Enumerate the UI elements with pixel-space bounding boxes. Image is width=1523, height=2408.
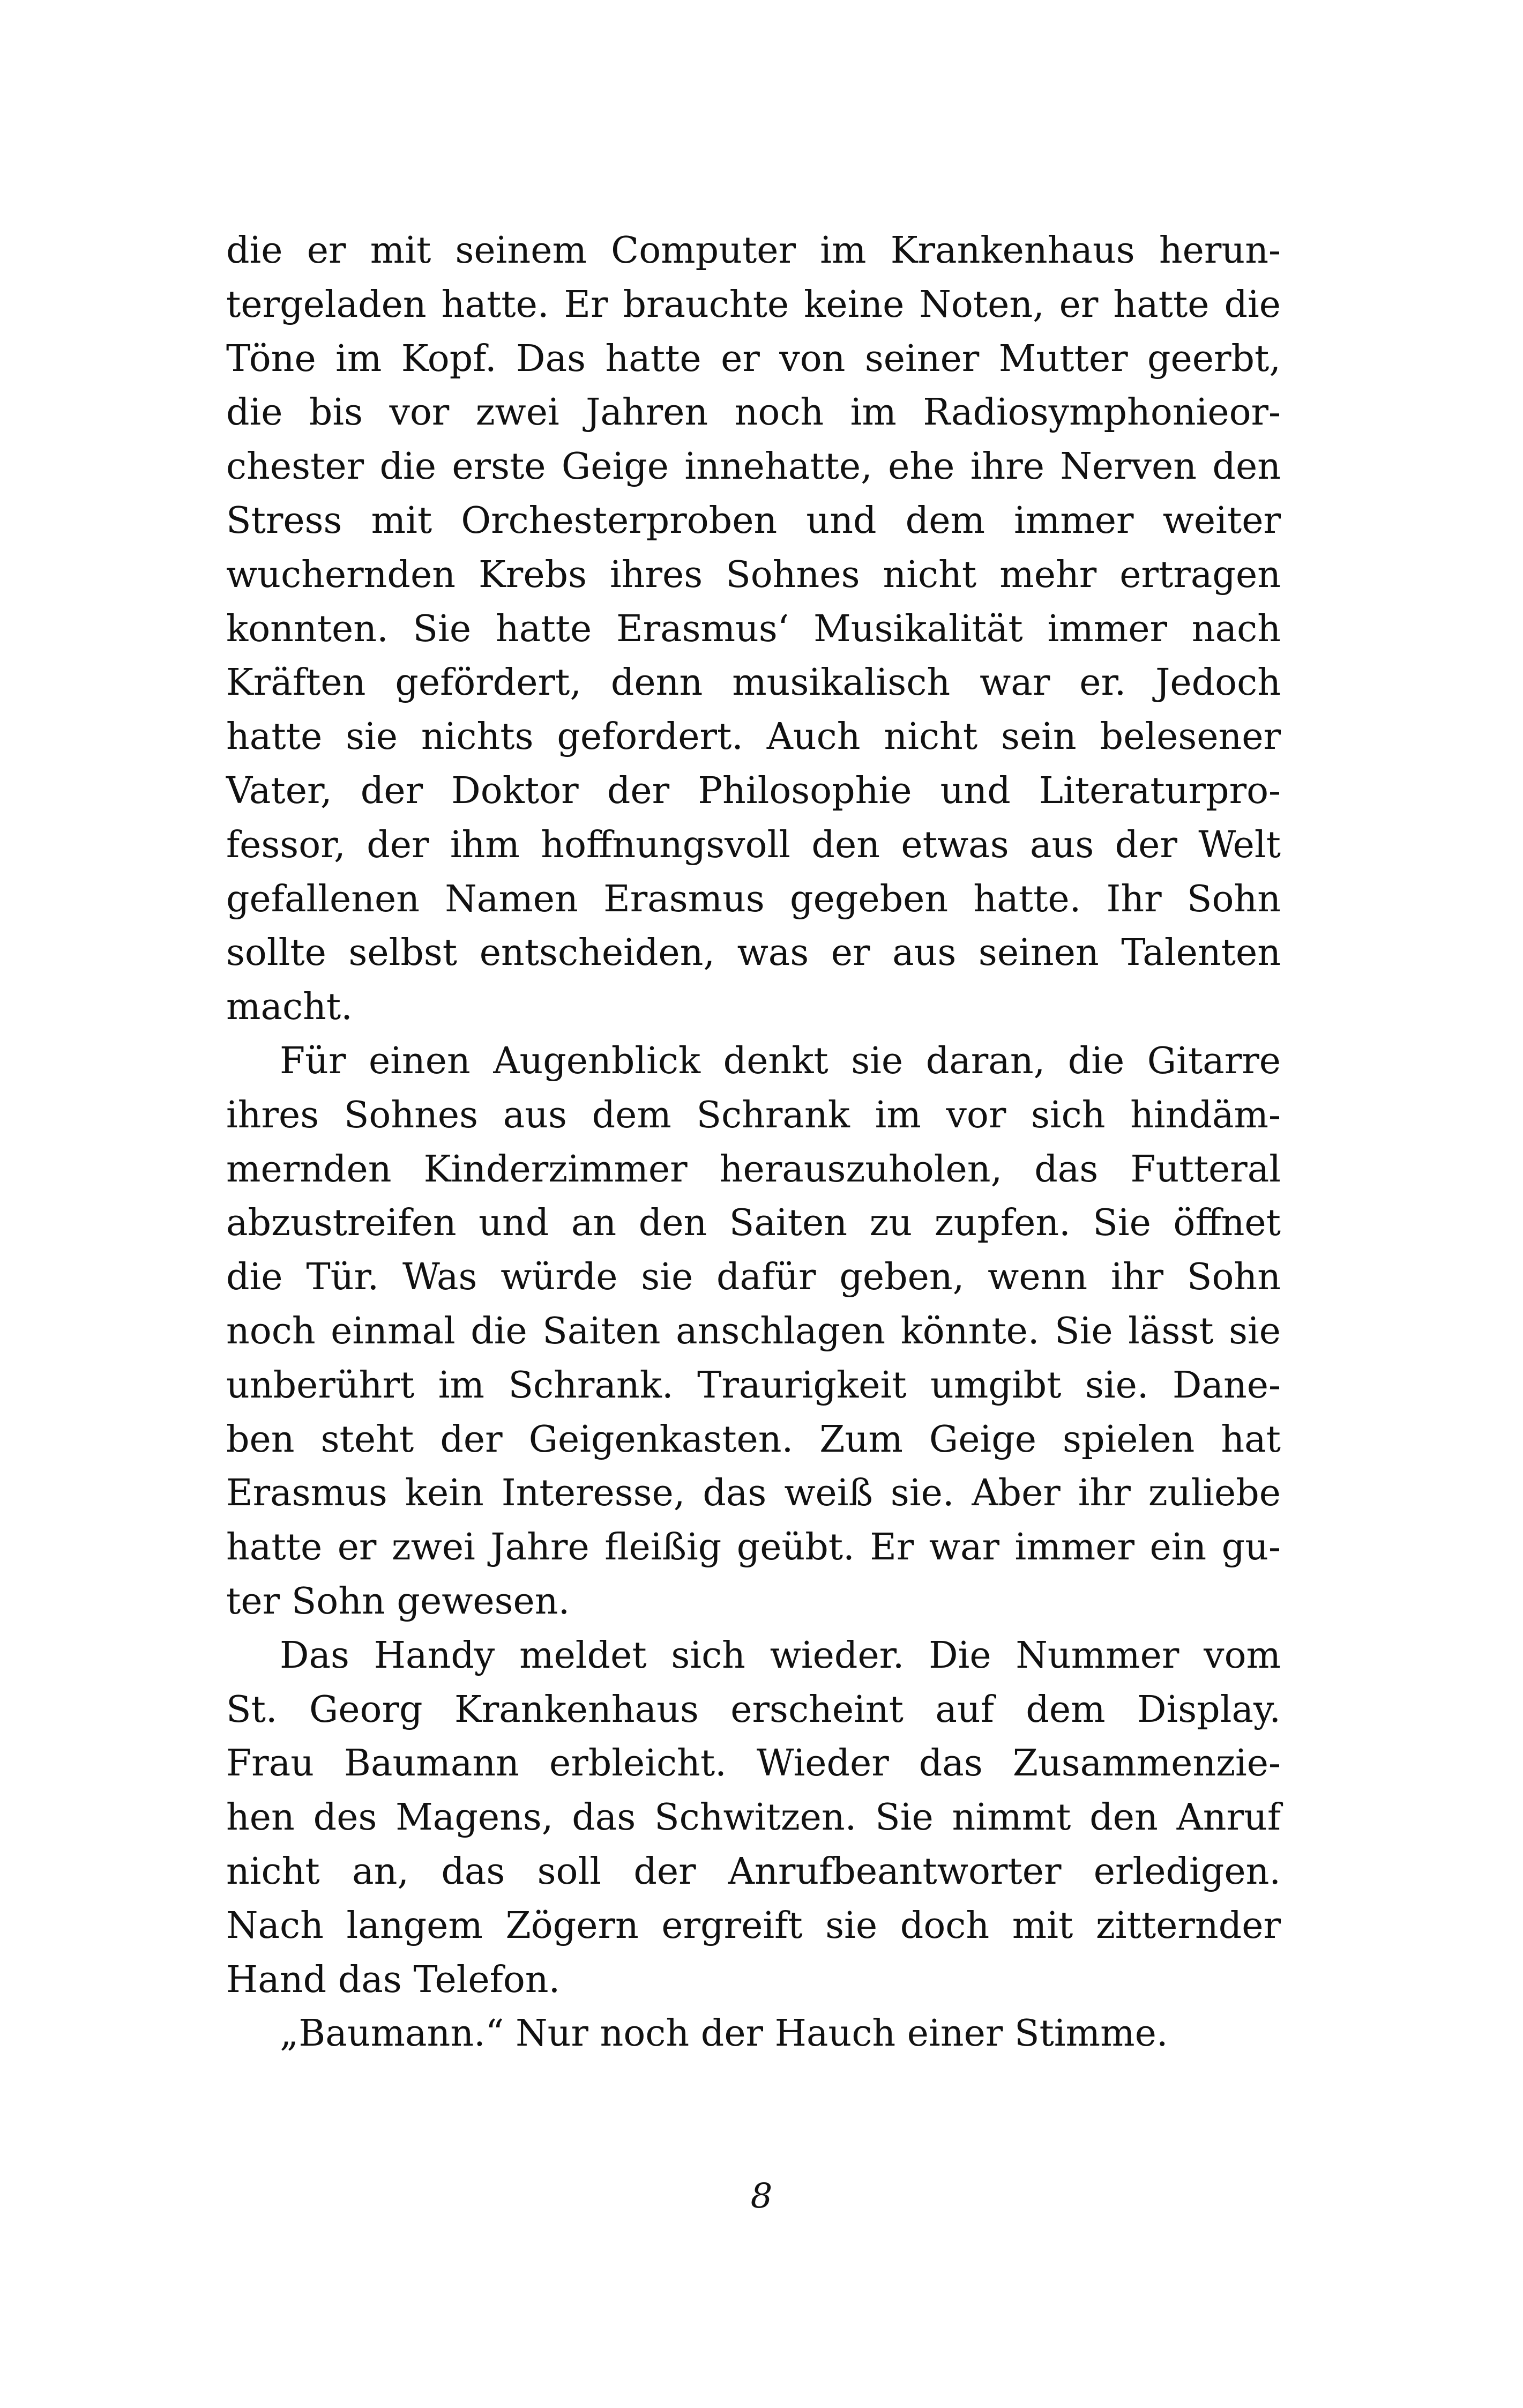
text-line: hen des Magens, das Schwitzen. Sie nimmt den Anruf [226,1796,1281,1839]
text-line: abzustreifen und an den Saiten zu zupfen. Sie öffnet [226,1202,1281,1245]
text-line: unberührt im Schrank. Traurigkeit umgibt sie. Dane- [226,1364,1281,1407]
text-line: Hand das Telefon. [226,1958,561,2001]
text-line: Töne im Kopf. Das hatte er von seiner Mutter geerbt, [226,337,1281,380]
text-line: sollte selbst entscheiden, was er aus seinen Talenten [226,932,1281,975]
text-line: St. Georg Krankenhaus erscheint auf dem Display. [226,1688,1281,1731]
text-line: ihres Sohnes aus dem Schrank im vor sich hindäm- [226,1094,1281,1136]
paragraph-1 [226,224,1281,1035]
paragraph-3 [226,1629,1281,2008]
text-line: Vater, der Doktor der Philosophie und Literaturpro- [226,769,1281,812]
text-line: hatte sie nichts gefordert. Auch nicht sein belesener [226,716,1281,759]
paragraph-4 [226,2007,1281,2061]
text-line: die bis vor zwei Jahren noch im Radiosymphonieor- [226,391,1281,434]
text-line: noch einmal die Saiten anschlagen könnte. Sie lässt sie [226,1310,1281,1352]
text-line: tergeladen hatte. Er brauchte keine Noten, er hatte die [226,283,1281,326]
text-line: hatte er zwei Jahre fleißig geübt. Er war immer ein gu- [226,1526,1281,1569]
text-line: Nach langem Zögern ergreift sie doch mit zitternder [226,1904,1281,1947]
text-line: „Baumann.“ Nur noch der Hauch einer Stimme. [280,2012,1168,2055]
text-line: nicht an, das soll der Anrufbeantworter erledigen. [226,1850,1281,1893]
text-line: ben steht der Geigenkasten. Zum Geige spielen hat [226,1418,1281,1461]
paragraph-2 [226,1035,1281,1629]
text-line: die er mit seinem Computer im Krankenhaus herun- [226,229,1281,272]
text-line: Stress mit Orchesterproben und dem immer weiter [226,499,1281,542]
text-line: ter Sohn gewesen. [226,1580,570,1623]
text-line: macht. [226,986,353,1029]
text-line: die Tür. Was würde sie dafür geben, wenn ihr Sohn [226,1256,1281,1299]
text-line: mernden Kinderzimmer herauszuholen, das Futteral [226,1148,1281,1191]
body-text [226,224,1281,2061]
text-line: gefallenen Namen Erasmus gegeben hatte. Ihr Sohn [226,878,1281,920]
text-line: Frau Baumann erbleicht. Wieder das Zusammenzie- [226,1742,1281,1785]
text-line: wuchernden Krebs ihres Sohnes nicht mehr ertragen [226,553,1281,596]
text-line: Für einen Augenblick denkt sie daran, die Gitarre [280,1039,1281,1082]
text-line: chester die erste Geige innehatte, ehe ihre Nerven den [226,445,1281,488]
page-number: 8 [750,2176,773,2216]
text-line: Erasmus kein Interesse, das weiß sie. Aber ihr zuliebe [226,1472,1281,1515]
text-line: konnten. Sie hatte Erasmus‘ Musikalität immer nach [226,607,1281,650]
text-line: Das Handy meldet sich wieder. Die Nummer vom [280,1634,1281,1677]
text-line: Kräften gefördert, denn musikalisch war er. Jedoch [226,662,1281,704]
text-line: fessor, der ihm hoffnungsvoll den etwas aus der Welt [226,823,1281,866]
